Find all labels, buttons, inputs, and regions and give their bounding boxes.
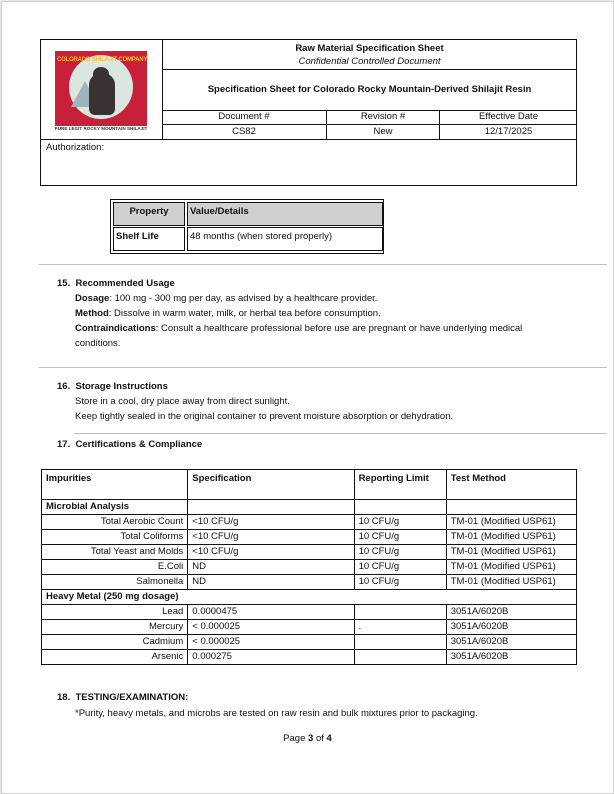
spec-title: Specification Sheet for Colorado Rocky Mountain-Derived Shilajit Resin xyxy=(162,69,577,111)
table-row: Total Aerobic Count <10 CFU/g 10 CFU/g TM-01 (Modified USP61) xyxy=(42,515,577,530)
logo-cell xyxy=(41,40,163,140)
logo-brand-text: COLORADO SHILAJIT COMPANY xyxy=(57,57,147,63)
reporting-limit-header: Reporting Limit xyxy=(354,470,446,500)
section-15-title: 15. Recommended Usage xyxy=(57,278,175,289)
specification-header: Specification xyxy=(188,470,354,500)
section-18-body: *Purity, heavy metals, and microbs are tested on raw resin and bulk mixtures prior to packaging. xyxy=(75,708,478,719)
section-divider xyxy=(39,367,607,368)
current-page: 3 xyxy=(308,733,314,744)
logo-tagline: PURE LEGIT ROCKY MOUNTAIN SHILAJIT xyxy=(54,126,148,131)
document-title: Raw Material Specification Sheet xyxy=(295,43,444,54)
effective-date-header: Effective Date xyxy=(479,111,538,122)
dosage-line: Dosage: 100 mg - 300 mg per day, as advised by a healthcare provider. xyxy=(75,293,378,304)
authorization-label: Authorization: xyxy=(46,142,105,153)
section-16-body xyxy=(75,394,595,424)
contraindications-line-2: conditions. xyxy=(75,338,121,349)
table-row: Arsenic 0.000275 3051A/6020B xyxy=(42,650,577,665)
table-row: Lead 0.0000475 3051A/6020B xyxy=(42,605,577,620)
shelf-life-value: 48 months (when stored properly) xyxy=(187,227,383,251)
property-header: Property xyxy=(113,202,185,226)
page-number: Page 3 of 4 xyxy=(283,733,332,744)
ape-figure-icon xyxy=(89,73,115,115)
section-16-title: 16. Storage Instructions xyxy=(57,381,168,392)
authorization-field xyxy=(41,139,576,186)
title-cell xyxy=(162,40,577,70)
doc-number-header: Document # xyxy=(162,110,327,124)
property-table xyxy=(110,199,384,254)
value-header: Value/Details xyxy=(187,202,383,226)
revision-value: New xyxy=(327,125,440,139)
effective-date-value: 12/17/2025 xyxy=(484,126,533,137)
shelf-life-label: Shelf Life xyxy=(113,227,185,251)
table-row: Salmonella ND 10 CFU/g TM-01 (Modified USP61) xyxy=(42,575,577,590)
document-subtitle: Confidential Controlled Document xyxy=(298,56,441,67)
microbial-analysis-label: Microbial Analysis xyxy=(42,500,188,515)
table-row: Total Coliforms <10 CFU/g 10 CFU/g TM-01 (Modified USP61) xyxy=(42,530,577,545)
table-header-row xyxy=(42,470,577,500)
document-header xyxy=(40,39,577,186)
table-row: Mercury < 0.000025 . 3051A/6020B xyxy=(42,620,577,635)
doc-number-value: CS82 xyxy=(162,125,327,139)
revision-header: Revision # xyxy=(327,110,440,124)
storage-line-2: Keep tightly sealed in the original container to prevent moisture absorption or dehydration. xyxy=(75,411,454,422)
document-page xyxy=(1,1,614,794)
table-row: Cadmium < 0.000025 3051A/6020B xyxy=(42,635,577,650)
section-18-title: 18. TESTING/EXAMINATION: xyxy=(57,692,189,703)
heavy-metal-label: Heavy Metal (250 mg dosage) xyxy=(42,590,577,605)
method-line: Method: Dissolve in warm water, milk, or herbal tea before consumption. xyxy=(75,308,381,319)
table-row: E.Coli ND 10 CFU/g TM-01 (Modified USP61) xyxy=(42,560,577,575)
section-divider xyxy=(39,264,607,265)
storage-line-1: Store in a cool, dry place away from direct sunlight. xyxy=(75,396,290,407)
impurities-header: Impurities xyxy=(42,470,188,500)
section-15-body xyxy=(75,291,595,351)
section-17-title: 17. Certifications & Compliance xyxy=(57,439,203,450)
total-pages: 4 xyxy=(326,733,332,744)
table-row: Total Yeast and Molds <10 CFU/g 10 CFU/g TM-01 (Modified USP61) xyxy=(42,545,577,560)
heavy-metal-group-row xyxy=(42,590,577,605)
company-logo xyxy=(55,51,147,126)
contraindications-line: Contraindications: Consult a healthcare professional before use are pregnant or have underlying medical xyxy=(75,323,523,334)
section-divider xyxy=(74,433,607,434)
test-method-header: Test Method xyxy=(446,470,576,500)
microbial-group-row xyxy=(42,500,577,515)
impurities-table xyxy=(41,469,577,665)
